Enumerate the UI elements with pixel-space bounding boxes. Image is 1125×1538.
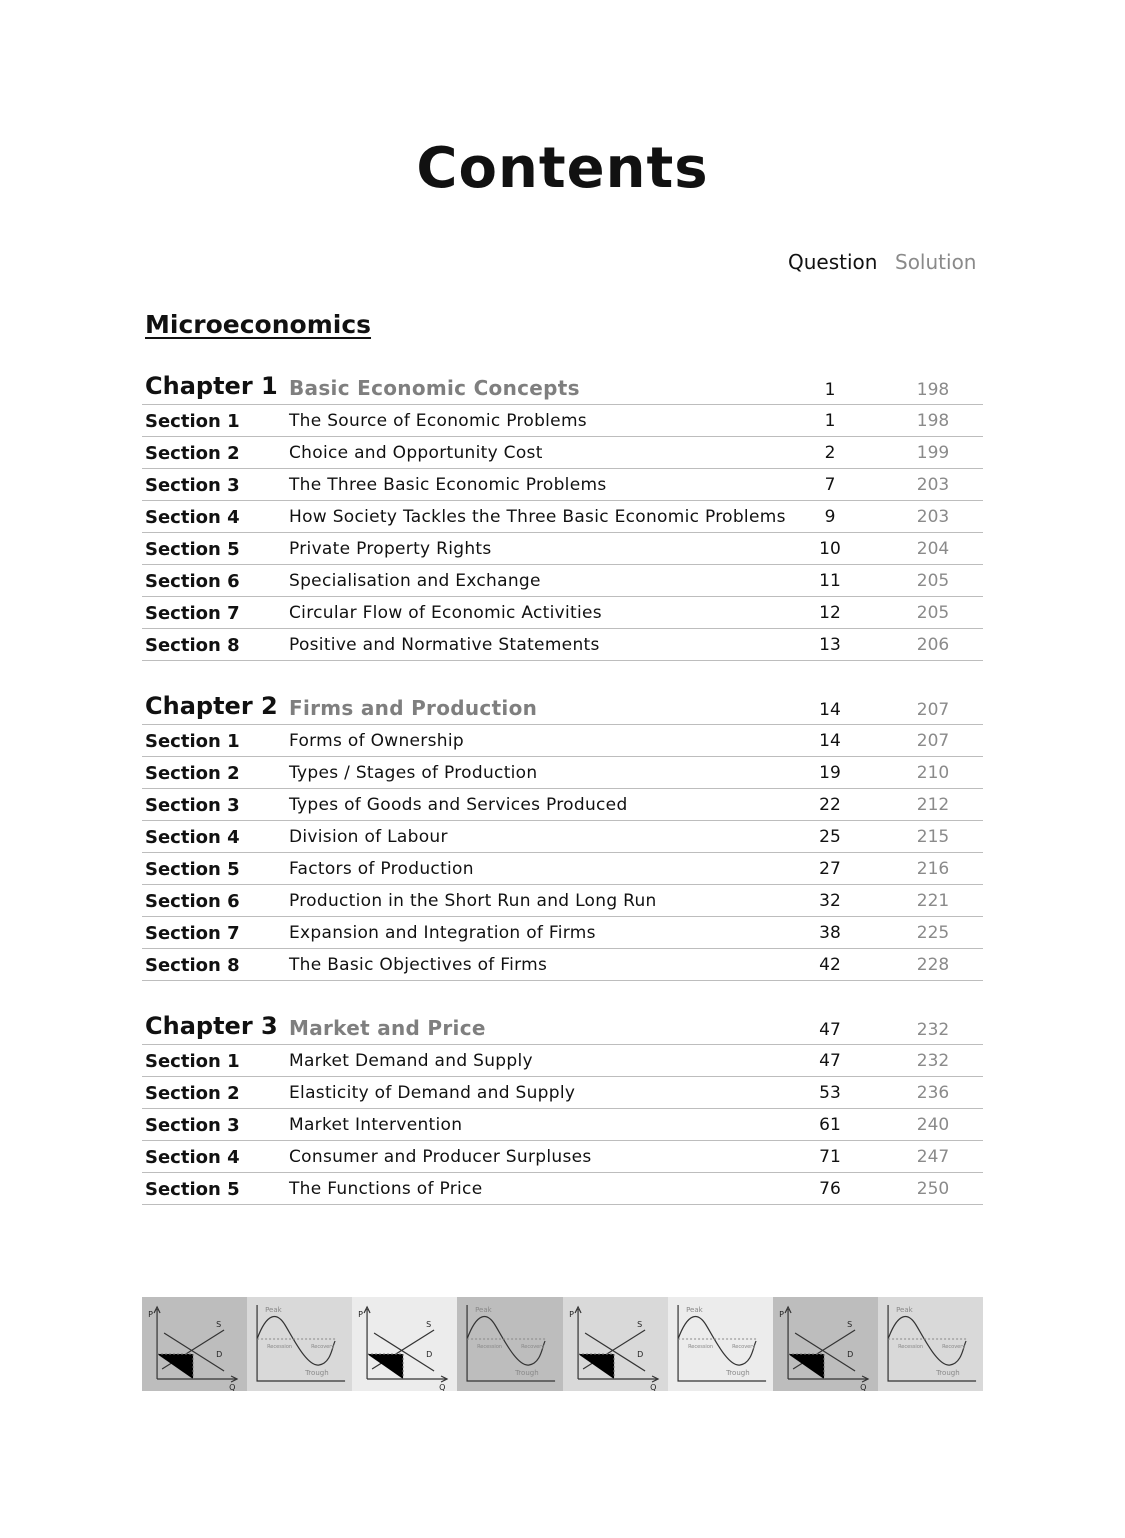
section-row-label: Section 8 <box>145 955 240 976</box>
chapter-row-question: 14 <box>819 700 841 720</box>
section-row-label: Section 7 <box>145 603 240 624</box>
question-column-header: Question <box>788 250 878 274</box>
section-row-title: The Basic Objectives of Firms <box>289 955 548 975</box>
solution-column-header: Solution <box>895 250 977 274</box>
chapter-block <box>142 1010 983 1205</box>
q-axis-label: Q <box>649 1383 656 1391</box>
section-row-solution: 228 <box>916 955 950 975</box>
section-row-title: Types / Stages of Production <box>289 763 538 783</box>
section-row-label: Section 5 <box>145 1179 240 1200</box>
section-row-title: Market Intervention <box>289 1115 463 1135</box>
recession-label: Recession <box>687 1344 713 1350</box>
section-row-question: 2 <box>824 443 836 463</box>
section-row[interactable] <box>142 1173 983 1205</box>
section-row-question: 25 <box>819 827 841 847</box>
decorative-graph-strip <box>142 1297 983 1391</box>
supply-demand-graph-icon <box>563 1297 668 1391</box>
peak-label: Peak <box>685 1306 703 1314</box>
section-row-solution: 198 <box>916 411 950 431</box>
section-row-title: How Society Tackles the Three Basic Economic Problems <box>289 507 786 527</box>
recovery-label: Recovery <box>731 1344 755 1350</box>
section-row-question: 71 <box>819 1147 841 1167</box>
chapter-row-label: Chapter 2 <box>145 692 278 720</box>
section-row-solution: 236 <box>916 1083 950 1103</box>
section-row-label: Section 1 <box>145 731 240 752</box>
section-row[interactable] <box>142 789 983 821</box>
section-row[interactable] <box>142 725 983 757</box>
section-row[interactable] <box>142 629 983 661</box>
section-row-label: Section 5 <box>145 539 240 560</box>
chapter-row-label: Chapter 1 <box>145 372 278 400</box>
supply-demand-graph-icon <box>352 1297 457 1391</box>
section-row[interactable] <box>142 821 983 853</box>
chapter-row[interactable] <box>142 1010 983 1045</box>
q-axis-label: Q <box>439 1383 446 1391</box>
section-row-solution: 212 <box>916 795 950 815</box>
section-row-question: 38 <box>819 923 841 943</box>
recession-label: Recession <box>897 1344 923 1350</box>
section-row[interactable] <box>142 501 983 533</box>
section-row-label: Section 3 <box>145 795 240 816</box>
section-row-title: Positive and Normative Statements <box>289 635 600 655</box>
p-axis-label: P <box>778 1310 784 1319</box>
section-row-title: Forms of Ownership <box>289 731 464 751</box>
section-row-title: Expansion and Integration of Firms <box>289 923 596 943</box>
section-row-question: 13 <box>819 635 841 655</box>
section-row-solution: 216 <box>916 859 950 879</box>
recovery-label: Recovery <box>521 1344 545 1350</box>
section-row-label: Section 1 <box>145 411 240 432</box>
section-row-title: Consumer and Producer Surpluses <box>289 1147 592 1167</box>
section-row-solution: 215 <box>916 827 950 847</box>
recovery-label: Recovery <box>311 1344 335 1350</box>
trough-label: Trough <box>935 1369 960 1377</box>
trough-label: Trough <box>515 1369 540 1377</box>
section-row-title: Market Demand and Supply <box>289 1051 533 1071</box>
section-row-solution: 205 <box>916 571 950 591</box>
section-row-label: Section 4 <box>145 827 240 848</box>
section-row-label: Section 2 <box>145 1083 240 1104</box>
section-row[interactable] <box>142 1109 983 1141</box>
section-row-question: 11 <box>819 571 841 591</box>
supply-demand-graph-icon <box>773 1297 878 1391</box>
section-row-label: Section 2 <box>145 443 240 464</box>
section-row-title: The Three Basic Economic Problems <box>289 475 607 495</box>
section-row-question: 76 <box>819 1179 841 1199</box>
section-row-solution: 232 <box>916 1051 950 1071</box>
section-row[interactable] <box>142 405 983 437</box>
peak-label: Peak <box>265 1306 282 1314</box>
p-axis-label: P <box>148 1310 153 1319</box>
section-row[interactable] <box>142 1141 983 1173</box>
section-row-solution: 203 <box>916 475 950 495</box>
section-row-solution: 221 <box>916 891 950 911</box>
section-row-label: Section 5 <box>145 859 240 880</box>
section-row-label: Section 3 <box>145 475 240 496</box>
section-row-label: Section 7 <box>145 923 240 944</box>
section-row-label: Section 6 <box>145 891 240 912</box>
section-row[interactable] <box>142 469 983 501</box>
business-cycle-graph-icon <box>668 1297 773 1391</box>
peak-label: Peak <box>475 1306 493 1314</box>
section-row-question: 42 <box>819 955 841 975</box>
chapter-block <box>142 370 983 661</box>
section-row-title: The Source of Economic Problems <box>289 411 587 431</box>
section-row-question: 47 <box>819 1051 841 1071</box>
section-row[interactable] <box>142 949 983 981</box>
recession-label: Recession <box>477 1344 503 1350</box>
section-row-question: 22 <box>819 795 841 815</box>
p-axis-label: P <box>358 1310 364 1319</box>
section-row[interactable] <box>142 757 983 789</box>
page-title: Contents <box>416 136 709 201</box>
recovery-label: Recovery <box>941 1344 966 1350</box>
section-row-question: 10 <box>819 539 841 559</box>
chapter-row[interactable] <box>142 370 983 405</box>
business-cycle-graph-icon <box>457 1297 562 1391</box>
section-row-question: 27 <box>819 859 841 879</box>
section-row-question: 32 <box>819 891 841 911</box>
section-row-label: Section 6 <box>145 571 240 592</box>
section-row-solution: 207 <box>916 731 950 751</box>
section-row[interactable] <box>142 437 983 469</box>
section-row-question: 12 <box>819 603 841 623</box>
section-row-label: Section 4 <box>145 507 240 528</box>
section-row-title: Production in the Short Run and Long Run <box>289 891 657 911</box>
peak-label: Peak <box>895 1306 913 1314</box>
d-label: D <box>216 1350 223 1359</box>
section-row-question: 19 <box>819 763 841 783</box>
chapter-row-title: Firms and Production <box>289 696 538 720</box>
s-label: S <box>846 1320 852 1329</box>
s-label: S <box>216 1320 222 1329</box>
s-label: S <box>426 1320 432 1329</box>
section-row-question: 7 <box>824 475 836 495</box>
trough-label: Trough <box>305 1369 329 1377</box>
section-row-title: Private Property Rights <box>289 539 492 559</box>
section-row-solution: 199 <box>916 443 950 463</box>
chapter-row-label: Chapter 3 <box>145 1012 278 1040</box>
chapter-row-solution: 207 <box>916 700 950 720</box>
chapter-block <box>142 690 983 981</box>
section-row-label: Section 4 <box>145 1147 240 1168</box>
chapter-row-title: Market and Price <box>289 1016 486 1040</box>
section-row[interactable] <box>142 1077 983 1109</box>
part-heading: Microeconomics <box>145 310 372 339</box>
business-cycle-graph-icon <box>878 1297 983 1391</box>
section-row-solution: 247 <box>916 1147 950 1167</box>
section-row-solution: 204 <box>916 539 950 559</box>
chapter-row-solution: 198 <box>916 380 950 400</box>
section-row-label: Section 2 <box>145 763 240 784</box>
section-row-solution: 205 <box>916 603 950 623</box>
q-axis-label: Q <box>229 1383 236 1391</box>
section-row[interactable] <box>142 565 983 597</box>
q-axis-label: Q <box>859 1383 867 1391</box>
section-row[interactable] <box>142 885 983 917</box>
section-row-label: Section 8 <box>145 635 240 656</box>
trough-label: Trough <box>725 1369 750 1377</box>
section-row-solution: 240 <box>916 1115 950 1135</box>
section-row-solution: 250 <box>916 1179 950 1199</box>
section-row-title: The Functions of Price <box>289 1179 483 1199</box>
section-row-title: Choice and Opportunity Cost <box>289 443 543 463</box>
chapter-row-title: Basic Economic Concepts <box>289 376 580 400</box>
section-row-title: Factors of Production <box>289 859 474 879</box>
d-label: D <box>426 1350 433 1359</box>
d-label: D <box>636 1350 643 1359</box>
supply-demand-graph-icon <box>142 1297 247 1391</box>
section-row-question: 14 <box>819 731 841 751</box>
section-row-solution: 225 <box>916 923 950 943</box>
s-label: S <box>636 1320 642 1329</box>
section-row-solution: 206 <box>916 635 950 655</box>
section-row-solution: 210 <box>916 763 950 783</box>
section-row[interactable] <box>142 917 983 949</box>
d-label: D <box>846 1350 853 1359</box>
section-row-title: Elasticity of Demand and Supply <box>289 1083 576 1103</box>
recession-label: Recession <box>267 1344 293 1350</box>
chapter-row-question: 47 <box>819 1020 841 1040</box>
section-row-question: 53 <box>819 1083 841 1103</box>
section-row-solution: 203 <box>916 507 950 527</box>
p-axis-label: P <box>568 1310 574 1319</box>
section-row[interactable] <box>142 853 983 885</box>
section-row[interactable] <box>142 1045 983 1077</box>
business-cycle-graph-icon <box>247 1297 352 1391</box>
section-row-question: 9 <box>824 507 836 527</box>
section-row-question: 61 <box>819 1115 841 1135</box>
section-row[interactable] <box>142 533 983 565</box>
chapter-row-solution: 232 <box>916 1020 950 1040</box>
chapter-row[interactable] <box>142 690 983 725</box>
chapter-row-question: 1 <box>824 380 836 400</box>
section-row-label: Section 3 <box>145 1115 240 1136</box>
section-row-label: Section 1 <box>145 1051 240 1072</box>
section-row-title: Circular Flow of Economic Activities <box>289 603 602 623</box>
section-row-question: 1 <box>824 411 836 431</box>
section-row[interactable] <box>142 597 983 629</box>
section-row-title: Division of Labour <box>289 827 448 847</box>
section-row-title: Types of Goods and Services Produced <box>289 795 628 815</box>
section-row-title: Specialisation and Exchange <box>289 571 541 591</box>
